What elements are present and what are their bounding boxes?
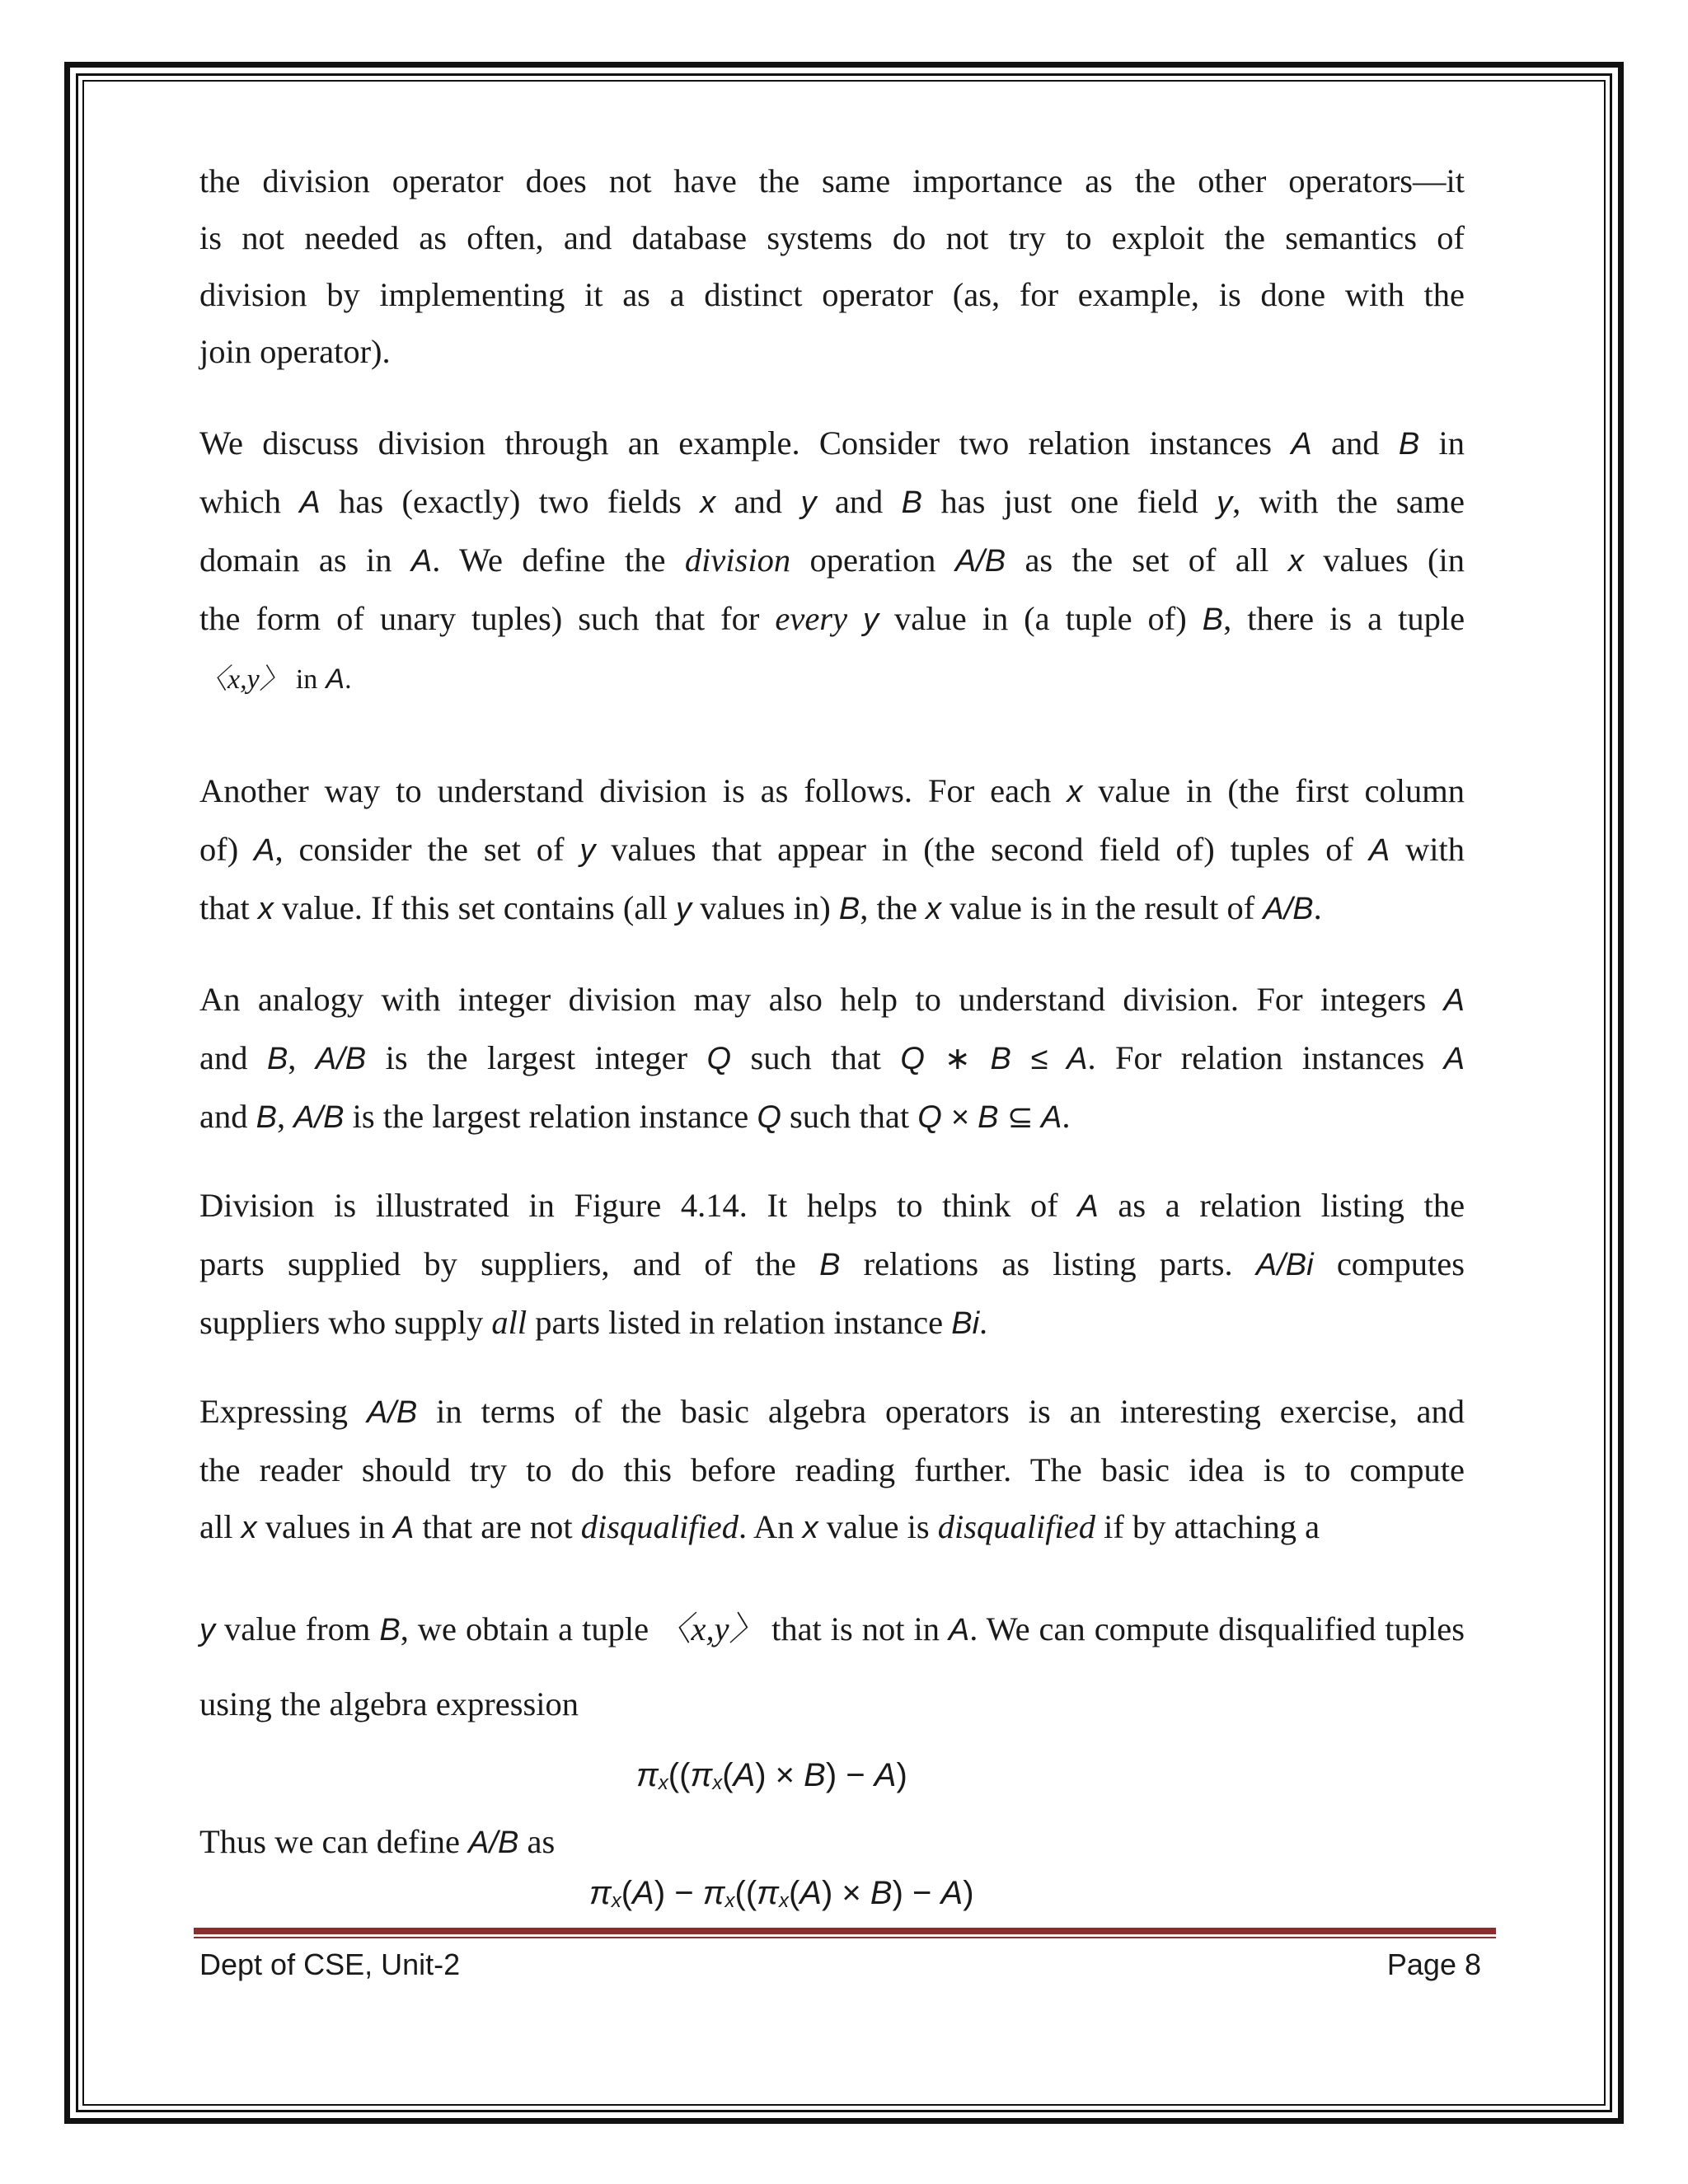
p1-line-4: join operator). (199, 333, 391, 370)
p3-line-1: Another way to understand division is as follows. For each x value in (the first column (199, 772, 1465, 809)
formula-division-definition: πx(A) − πx((πx(A) × B) − A) (589, 1875, 974, 1912)
p1-line-1: the division operator does not have the same importance as the other operators—it (199, 162, 1465, 199)
formula-disqualified-tuples: πx((πx(A) × B) − A) (636, 1757, 907, 1794)
paragraph-1 (199, 152, 1465, 380)
p6-line-2: the reader should try to do this before reading further. The basic idea is to compute (199, 1451, 1465, 1488)
footer-rule-thin (194, 1937, 1496, 1938)
p2-line-1: We discuss division through an example. Consider two relation instances A and B in (199, 424, 1465, 462)
p3-line-3: that x value. If this set contains (all y values in) B, the x value is in the result of A/B. (199, 889, 1322, 926)
footer-rule-thick (194, 1928, 1496, 1934)
p7-line-1: y value from B, we obtain a tuple 〈x,y〉 that is not in A. We can compute disqualified tuples (199, 1610, 1465, 1647)
paragraph-6 (199, 1383, 1465, 1557)
p4-line-3: and B, A/B is the largest relation instance Q such that Q × B ⊆ A. (199, 1098, 1071, 1135)
p6-line-3: all x values in A that are not disqualified. An x value is disqualified if by attaching a (199, 1508, 1320, 1545)
p4-line-1: An analogy with integer division may also help to understand division. For integers A (199, 981, 1465, 1018)
footer-page-number: Page 8 (1386, 1947, 1481, 1981)
p5-line-1: Division is illustrated in Figure 4.14. It helps to think of A as a relation listing the (199, 1187, 1465, 1224)
p2-line-5: 〈x,y〉 in A. (199, 663, 352, 695)
p5-line-3: suppliers who supply all parts listed in relation instance Bi. (199, 1304, 988, 1341)
p3-line-2: of) A, consider the set of y values that appear in (the second field of) tuples of A with (199, 831, 1465, 868)
p2-line-3: domain as in A. We define the division operation A/B as the set of all x values (in (199, 541, 1465, 579)
paragraph-7 (199, 1592, 1465, 1741)
paragraph-8 (199, 1813, 1465, 1872)
p6-line-1: Expressing A/B in terms of the basic algebra operators is an interesting exercise, and (199, 1393, 1465, 1430)
p8-line-1: Thus we can define A/B as (199, 1823, 556, 1860)
paragraph-4 (199, 971, 1465, 1146)
p4-line-2: and B, A/B is the largest integer Q such that Q ∗ B ≤ A. For relation instances A (199, 1039, 1465, 1076)
p1-line-3: division by implementing it as a distinct operator (as, for example, is done with the (199, 276, 1465, 313)
p7-line-2: using the algebra expression (199, 1685, 579, 1722)
p5-line-2: parts supplied by suppliers, and of the B relations as listing parts. A/Bi computes (199, 1245, 1465, 1282)
p2-line-2: which A has (exactly) two fields x and y and B has just one field y, with the same (199, 483, 1465, 520)
footer-department: Dept of CSE, Unit-2 (199, 1947, 461, 1981)
paragraph-5 (199, 1177, 1465, 1352)
p2-line-4: the form of unary tuples) such that for every y value in (a tuple of) B, there is a tuple (199, 600, 1465, 637)
paragraph-2 (199, 415, 1465, 708)
paragraph-3 (199, 762, 1465, 938)
p1-line-2: is not needed as often, and database systems do not try to exploit the semantics of (199, 219, 1465, 256)
